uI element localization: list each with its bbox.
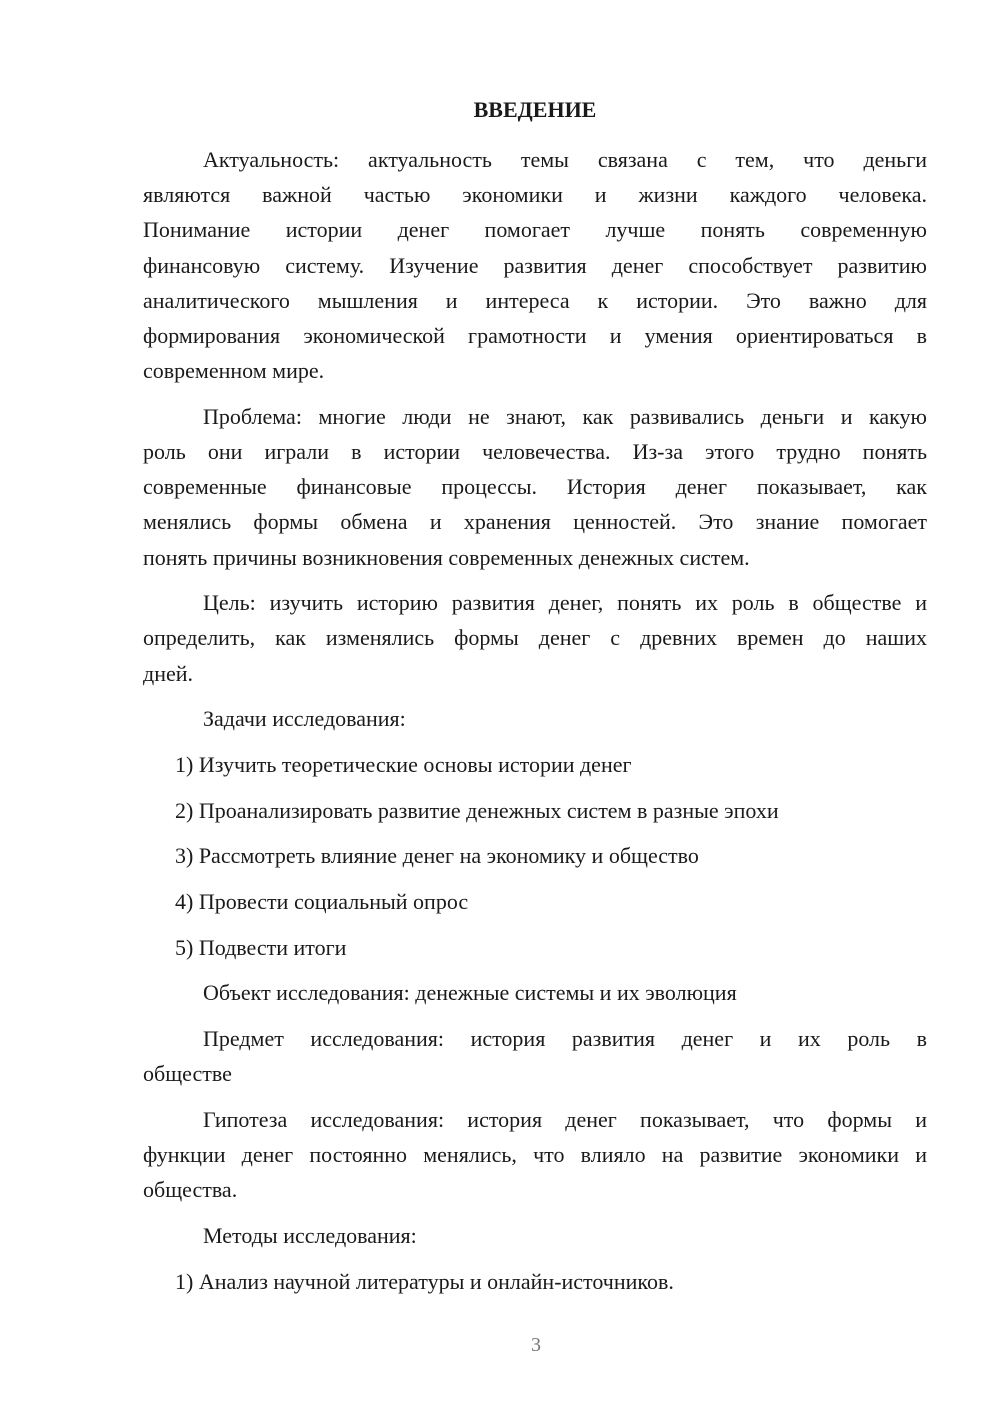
text-line: финансовую систему. Изучение развития денег способствует развитию [143,252,927,278]
text-line: Предмет исследования: история развития денег и их роль в [203,1026,927,1052]
list-item [143,1264,927,1299]
text-line: обществе [143,1061,232,1087]
text-line: 4) Провести социальный опрос [175,889,469,915]
paragraph [143,975,927,1010]
paragraph [143,701,927,736]
text-line: Задачи исследования: [203,706,406,732]
text-line: аналитического мышления и интереса к истории. Это важно для [143,287,927,313]
text-line: функции денег постоянно менялись, что влияло на развитие экономики и [143,1142,927,1168]
text-line: дней. [143,660,194,686]
document-page [143,92,927,1309]
text-line: Цель: изучить историю развития денег, понять их роль в обществе и [203,590,927,616]
text-line: современные финансовые процессы. История денег показывает, как [143,474,927,500]
text-line: Понимание истории денег помогает лучше понять современную [143,217,927,243]
text-line: 1) Анализ научной литературы и онлайн-источников. [175,1268,674,1294]
list-item [143,930,927,965]
text-line: Методы исследования: [203,1223,417,1249]
text-line: Проблема: многие люди не знают, как развивались деньги и какую [203,403,927,429]
paragraph [143,142,927,388]
paragraph [143,1102,927,1208]
paragraph [143,585,927,691]
text-line: Гипотеза исследования: история денег показывает, что формы и [203,1107,927,1132]
list-item [143,838,927,873]
list-item [143,747,927,782]
text-line: являются важной частью экономики и жизни каждого человека. [143,182,927,208]
text-line: понять причины возникновения современных денежных систем. [143,544,750,570]
text-line: Объект исследования: денежные системы и их эволюция [203,980,737,1006]
text-line: 5) Подвести итоги [175,934,347,960]
text-line: 1) Изучить теоретические основы истории денег [175,752,632,777]
text-line: менялись формы обмена и хранения ценностей. Это знание помогает [143,509,927,535]
text-line: формирования экономической грамотности и умения ориентироваться в [143,322,927,348]
section-title: ВВЕДЕНИЕ [473,97,597,122]
text-line: определить, как изменялись формы денег с древних времен до наших [143,625,927,651]
list-item [143,793,927,828]
text-line: роль они играли в истории человечества. Из-за этого трудно понять [143,439,927,464]
page-number: 3 [531,1334,541,1356]
paragraph [143,1218,927,1253]
paragraph [143,399,927,575]
paragraph [143,1021,927,1091]
text-line: современном мире. [143,358,325,384]
document-body [143,142,927,1299]
list-item [143,884,927,919]
text-line: 2) Проанализировать развитие денежных систем в разные эпохи [175,797,779,823]
text-line: 3) Рассмотреть влияние денег на экономику и общество [175,843,699,869]
text-line: общества. [143,1177,238,1203]
text-line: Актуальность: актуальность темы связана с тем, что деньги [203,147,927,172]
